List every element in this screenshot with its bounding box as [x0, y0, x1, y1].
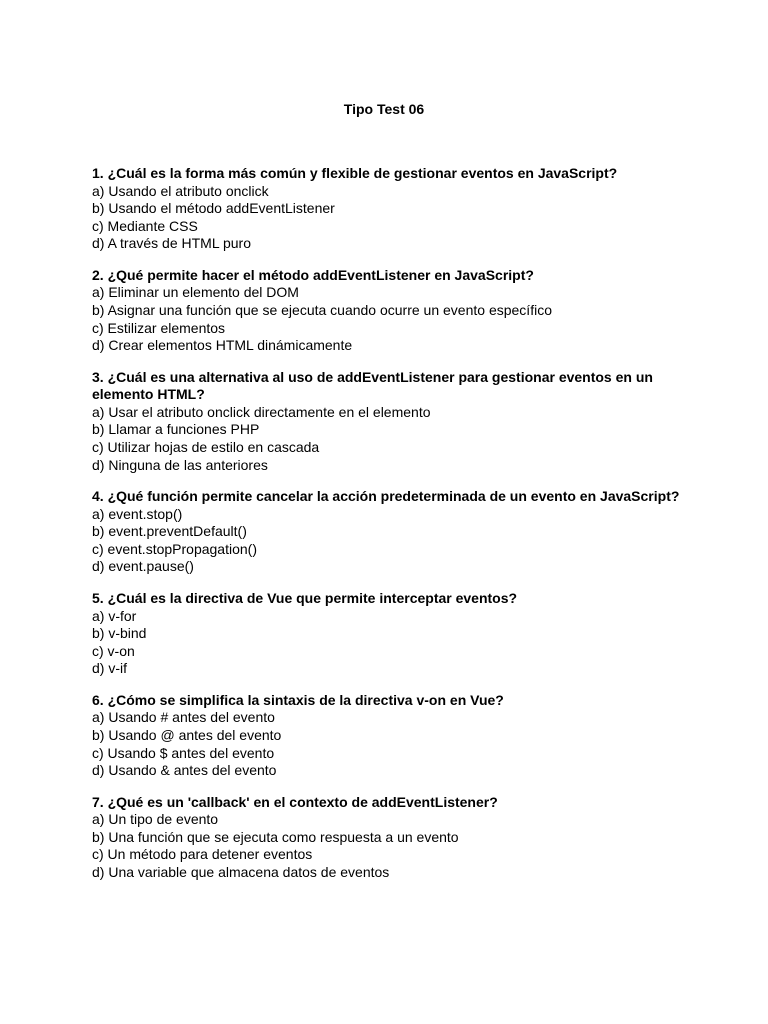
- answer-option-a: a) Usando # antes del evento: [92, 709, 275, 726]
- answer-option-a: a) Usar el atributo onclick directamente en el elemento: [92, 403, 431, 420]
- answer-option-d: d) v-if: [92, 660, 127, 677]
- answer-option-d: d) event.pause(): [92, 558, 194, 575]
- answer-option-b: b) v-bind: [92, 625, 147, 642]
- answer-option-c: c) Estilizar elementos: [92, 319, 226, 336]
- answer-option-a: a) event.stop(): [92, 505, 183, 522]
- answer-option-a: a) v-for: [92, 607, 137, 624]
- question-text: 7. ¿Qué es un 'callback' en el contexto de addEventListener?: [92, 793, 498, 810]
- answer-option-c: c) Mediante CSS: [92, 217, 198, 234]
- question-text: 3. ¿Cuál es una alternativa al uso de addEventListener para gestionar eventos en un elemento HTML?: [92, 368, 653, 403]
- answer-option-b: b) Asignar una función que se ejecuta cuando ocurre un evento específico: [92, 301, 552, 318]
- answer-option-d: d) Una variable que almacena datos de eventos: [92, 864, 390, 881]
- answer-option-c: c) v-on: [92, 642, 135, 659]
- answer-option-c: c) Usando $ antes del evento: [92, 744, 275, 761]
- question-text: 6. ¿Cómo se simplifica la sintaxis de la directiva v-on en Vue?: [92, 691, 504, 708]
- answer-option-d: d) Ninguna de las anteriores: [92, 456, 268, 473]
- question-4: [92, 488, 682, 576]
- question-3: [92, 369, 682, 474]
- answer-option-c: c) Un método para detener eventos: [92, 846, 313, 863]
- answer-option-a: a) Eliminar un elemento del DOM: [92, 284, 299, 301]
- answer-option-b: b) Usando @ antes del evento: [92, 726, 282, 743]
- question-2: [92, 267, 682, 355]
- question-text: 4. ¿Qué función permite cancelar la acción predeterminada de un evento en JavaScript?: [92, 488, 680, 505]
- question-list: [92, 165, 682, 896]
- answer-option-c: c) event.stopPropagation(): [92, 540, 257, 557]
- answer-option-b: b) event.preventDefault(): [92, 523, 247, 540]
- question-text: 5. ¿Cuál es la directiva de Vue que permite interceptar eventos?: [92, 590, 518, 606]
- question-7: [92, 794, 682, 882]
- answer-option-d: d) A través de HTML puro: [92, 235, 251, 252]
- question-1: [92, 165, 682, 253]
- answer-option-d: d) Usando & antes del evento: [92, 762, 277, 779]
- answer-option-b: b) Usando el método addEventListener: [92, 200, 335, 217]
- page-title: Tipo Test 06: [343, 101, 425, 117]
- answer-option-d: d) Crear elementos HTML dinámicamente: [92, 337, 353, 354]
- answer-option-a: a) Usando el atributo onclick: [92, 182, 269, 199]
- question-6: [92, 692, 682, 780]
- question-5: [92, 590, 682, 678]
- question-text: 1. ¿Cuál es la forma más común y flexible de gestionar eventos en JavaScript?: [92, 165, 618, 181]
- answer-option-a: a) Un tipo de evento: [92, 811, 219, 828]
- answer-option-b: b) Una función que se ejecuta como respuesta a un evento: [92, 828, 459, 845]
- question-text: 2. ¿Qué permite hacer el método addEventListener en JavaScript?: [92, 266, 534, 283]
- answer-option-c: c) Utilizar hojas de estilo en cascada: [92, 438, 320, 455]
- answer-option-b: b) Llamar a funciones PHP: [92, 421, 260, 438]
